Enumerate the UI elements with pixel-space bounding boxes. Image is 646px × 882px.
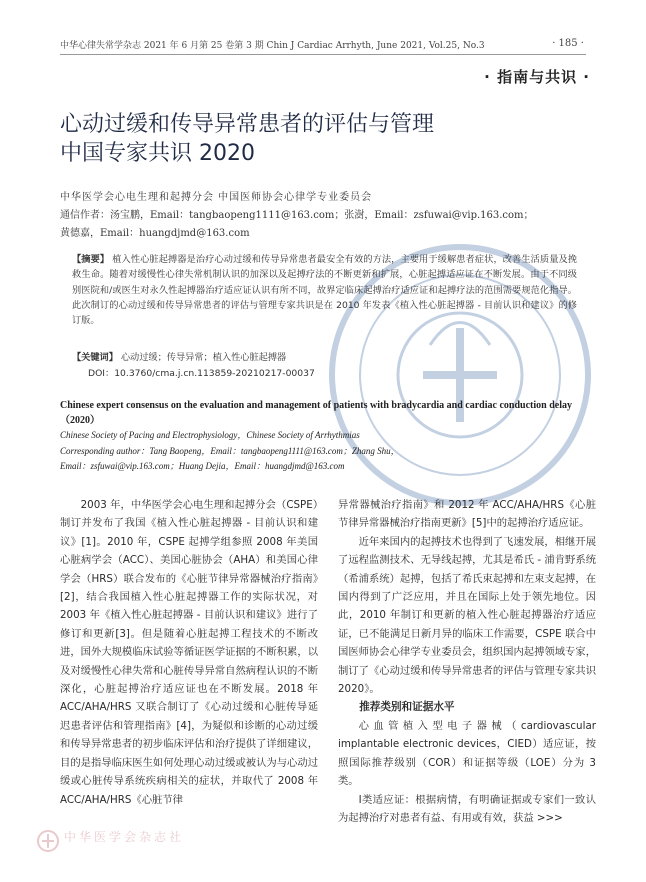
title-line-1: 心动过缓和传导异常患者的评估与管理	[60, 112, 435, 137]
english-correspondence-2: Email：zsfuwai@vip.163.com；Huang Dejia，Email：huangdjmd@163.com	[60, 461, 345, 471]
body-left-column	[60, 496, 318, 809]
article-title	[60, 110, 580, 168]
publisher-name: 中华医学会杂志社	[64, 830, 185, 844]
body-paragraph: Ⅰ类适应证：根据病情，有明确证据或专家们一致认为起搏治疗对患者有益、有用或有效，获益 >>>	[338, 793, 596, 824]
keywords-label: 【关键词】	[72, 352, 118, 363]
keywords-text: 心动过缓；传导异常；植入性心脏起搏器	[120, 352, 287, 363]
english-society: Chinese Society of Pacing and Electrophysiology，Chinese Society of Arrhythmias	[60, 430, 360, 440]
section-label: · 指南与共识 ·	[484, 68, 590, 86]
section-heading: 推荐类别和证据水平	[359, 701, 455, 714]
page-number: · 185 ·	[552, 38, 584, 49]
header-rule	[60, 54, 586, 55]
publisher-emblem-icon	[36, 829, 60, 853]
doi: DOI：10.3760/cma.j.cn.113859-20210217-00037	[88, 368, 315, 379]
body-paragraph: 异常器械治疗指南》和 2012 年 ACC/AHA/HRS《心脏节律异常器械治疗指南更新》[5]中的起搏治疗适应证。	[338, 499, 596, 530]
authors: 中华医学会心电生理和起搏分会 中国医师协会心律学专业委员会	[60, 192, 373, 203]
body-paragraph: 心血管植入型电子器械（cardiovascular implantable electronic devices，CIED）适应证，按照国际推荐级别（COR）和证据等级（LOE）分为 3 类。	[338, 719, 596, 788]
body-right-column	[338, 496, 596, 827]
body-paragraph: 2003 年，中华医学会心电生理和起搏分会（CSPE）制订并发布了我国《植入性心脏起搏器 - 目前认识和建议》[1]。2010 年，CSPE 起搏学组参照 2008 年美国心脏病学会（ACC）、美国心脏协会（AHA）和美国心律学会（HRS）联合发布的《心脏节律异常器械治疗指南》[2]，结合我国植入性心脏起搏器工作的实际状况，对 2003 年《植入性心脏起搏器 - 目前认识和建议》进行了修订和更新[3]。但是随着心脏起搏工程技术的不断改进，国外大规模临床试验等循证医学证据的不断积累，以及对缓慢性心律失常和心脏传导异常自然病程认识的不断深化，心脏起搏治疗适应证也在不断发展。2018 年 ACC/AHA/HRS 又联合制订了《心动过缓和心脏传导延迟患者评估和管理指南》[4]，为疑似和诊断的心动过缓和传导异常患者的初步临床评估和治疗提供了详细建议，目的是指导临床医生如何处理心动过缓或被认为与心动过缓或心脏传导系统疾病相关的症状，并取代了 2008 年 ACC/AHA/HRS《心脏节律	[60, 499, 318, 806]
correspondence-line-2: 黄德嘉，Email：huangdjmd@163.com	[60, 228, 250, 239]
title-line-2: 中国专家共识 2020	[60, 141, 255, 166]
english-title: Chinese expert consensus on the evaluation and management of patients with bradycardia and cardiac conduction delay（2020）	[60, 400, 572, 426]
keywords	[72, 350, 577, 365]
english-block	[60, 398, 580, 475]
english-correspondence-1: Corresponding author：Tang Baopeng，Email：tangbaopeng1111@163.com；Zhang Shu，	[60, 445, 400, 456]
correspondence-line-1: 通信作者：汤宝鹏，Email：tangbaopeng1111@163.com；张澍，Email：zsfuwai@vip.163.com；	[60, 210, 534, 221]
abstract-label: 【摘要】	[72, 254, 110, 265]
publisher-logo	[30, 826, 350, 856]
abstract-text: 植入性心脏起搏器是治疗心动过缓和传导异常患者最安全有效的方法，主要用于缓解患者症状，改善生活质量及挽救生命。随着对缓慢性心律失常机制认识的加深以及起搏疗法的不断更新和扩展，心脏起搏适应证在不断发展。由于不同级别医院和/或医生对永久性起搏器治疗适应证认识有所不同，故界定临床起搏治疗适应证和起搏疗法的范围需要规范化指导。此次制订的心动过缓和传导异常患者的评估与管理专家共识是在 2010 年发表《植入性心脏起搏器 - 目前认识和建议》的修订版。	[72, 254, 578, 327]
running-header: 中华心律失常学杂志 2021 年 6 月第 25 卷第 3 期 Chin J Cardiac Arrhyth, June 2021, Vol.25, No.3	[60, 41, 485, 51]
abstract	[72, 252, 577, 328]
body-paragraph: 近年来国内的起搏技术也得到了飞速发展，相继开展了远程监测技术、无导线起搏，尤其是希氏 - 浦肯野系统（希浦系统）起搏，包括了希氏束起搏和左束支起搏，在国内得到了广泛应用，并且在国际上处于领先地位。因此，2010 年制订和更新的植入性心脏起搏器治疗适应证，已不能满足日新月异的临床工作需要，CSPE 联合中国医师协会心律学专业委员会，组织国内起搏领域专家，制订了《心动过缓和传导异常患者的评估与管理专家共识 2020》。	[338, 535, 596, 696]
